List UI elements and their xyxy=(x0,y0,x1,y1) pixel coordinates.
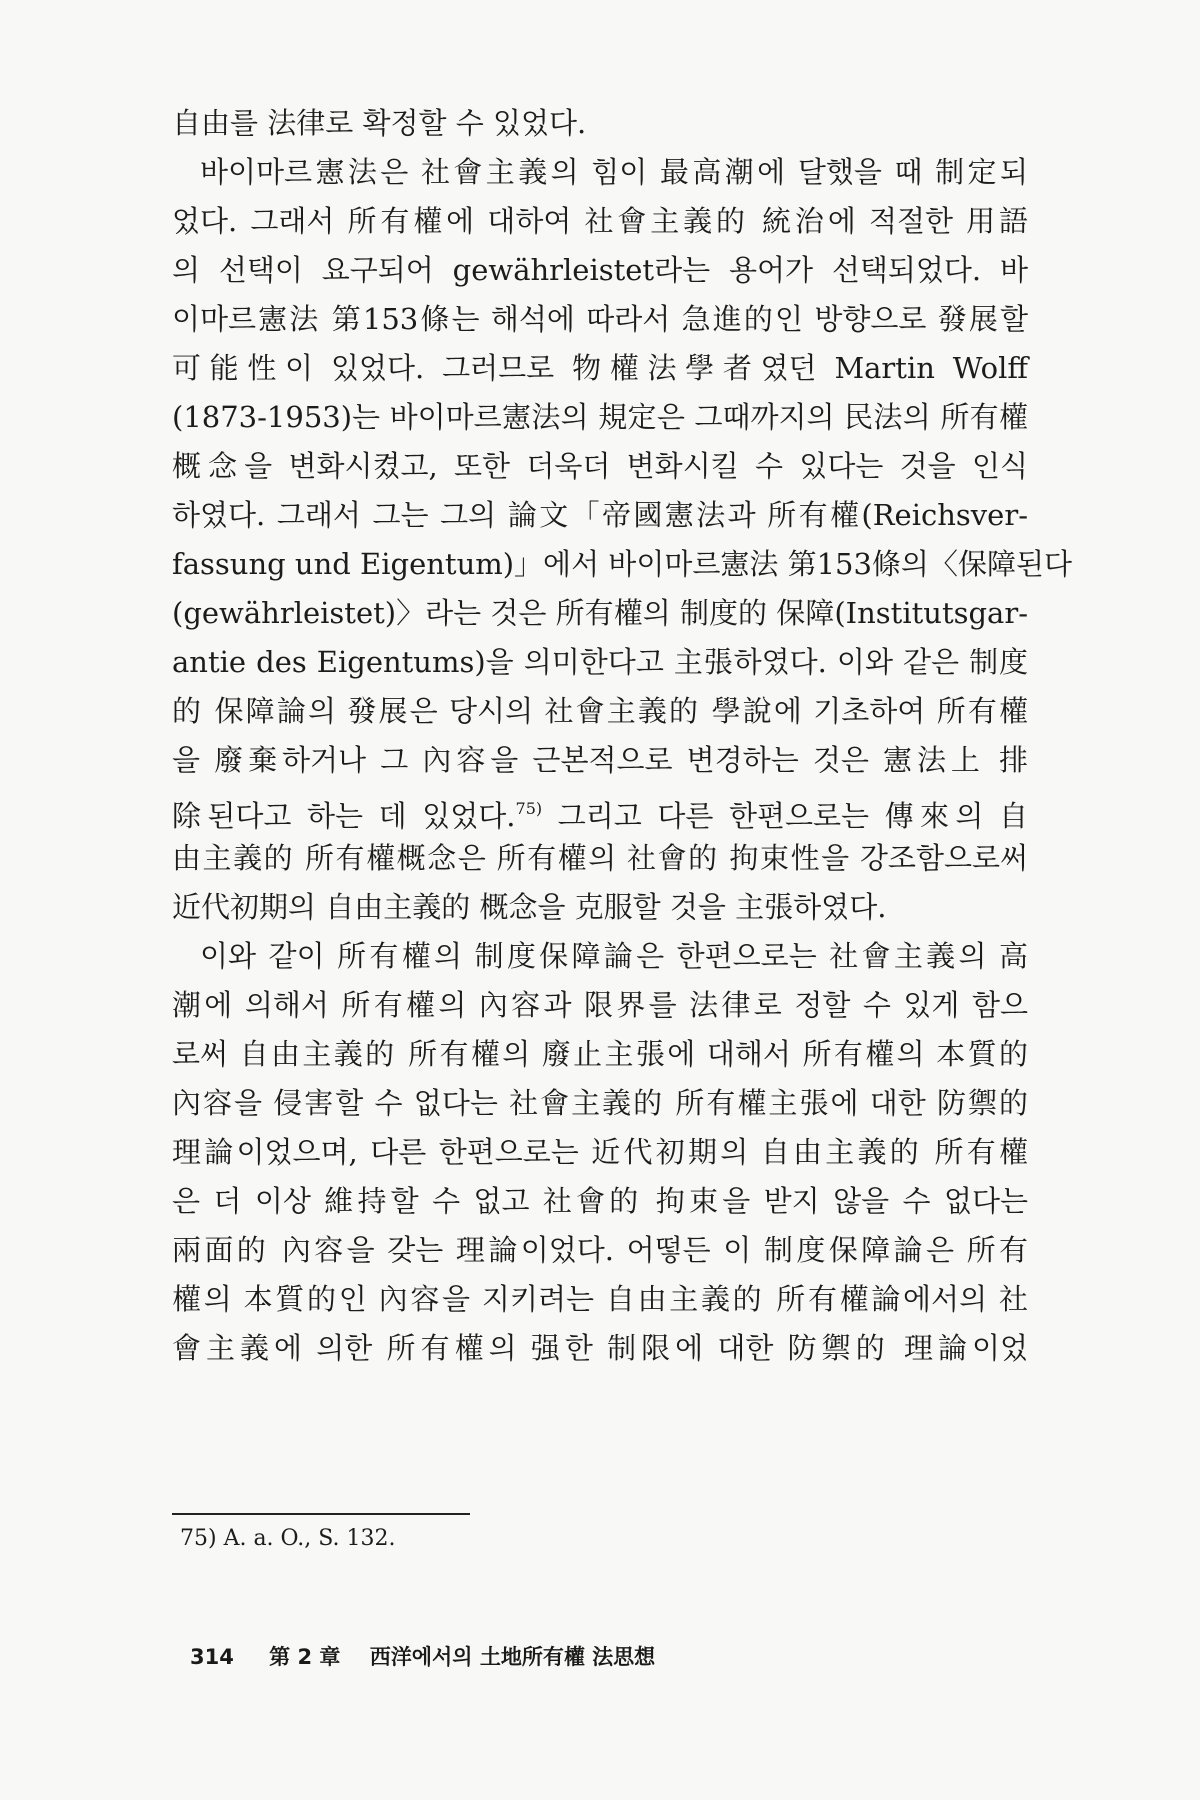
text-segment: 그리고 다른 한편으로는 傳來의 自 xyxy=(557,799,1029,833)
text-line: 潮에 의해서 所有權의 內容과 限界를 法律로 정할 수 있게 함으 xyxy=(172,988,1028,1022)
footnote-divider xyxy=(172,1513,470,1515)
text-line: 近代初期의 自由主義的 概念을 克服할 것을 主張하였다. xyxy=(172,890,887,924)
text-line: 이마르憲法 第153條는 해석에 따라서 急進的인 방향으로 發展할 xyxy=(172,302,1028,336)
text-line: 로써 自由主義的 所有權의 廢止主張에 대해서 所有權의 本質的 xyxy=(172,1037,1028,1071)
text-line: 概念을 변화시켰고, 또한 더욱더 변화시킬 수 있다는 것을 인식 xyxy=(172,449,1028,483)
text-line: 由主義的 所有權概念은 所有權의 社會的 拘束性을 강조함으로써 xyxy=(172,841,1028,875)
chapter-title: 西洋에서의 土地所有權 法思想 xyxy=(369,1645,656,1669)
text-line: 權의 本質的인 內容을 지키려는 自由主義的 所有權論에서의 社 xyxy=(172,1282,1028,1316)
text-line: antie des Eigentums)을 의미한다고 主張하였다. 이와 같은 制度 xyxy=(172,645,1028,679)
text-line: 을 廢棄하거나 그 內容을 근본적으로 변경하는 것은 憲法上 排 xyxy=(172,743,1028,777)
paragraph-line: 바이마르憲法은 社會主義의 힘이 最高潮에 달했을 때 制定되 xyxy=(200,155,1028,189)
text-line: 의 선택이 요구되어 gewährleistet라는 용어가 선택되었다. 바 xyxy=(172,253,1028,287)
text-line: 었다. 그래서 所有權에 대하여 社會主義的 統治에 적절한 用語 xyxy=(172,204,1028,238)
text-line: 理論이었으며, 다른 한편으로는 近代初期의 自由主義的 所有權 xyxy=(172,1135,1028,1169)
text-line: 會主義에 의한 所有權의 强한 制限에 대한 防禦的 理論이었 xyxy=(172,1331,1028,1365)
footnote-reference[interactable]: 75) xyxy=(515,799,543,818)
text-line: fassung und Eigentum)」에서 바이마르憲法 第153條의〈保障된다 xyxy=(172,547,1072,581)
text-line: 可能性이 있었다. 그러므로 物權法學者였던 Martin Wolff xyxy=(172,351,1028,385)
text-segment: 除된다고 하는 데 있었다. xyxy=(172,799,516,833)
chapter-label: 第 2 章 xyxy=(269,1645,341,1669)
text-line: 하였다. 그래서 그는 그의 論文「帝國憲法과 所有權(Reichsver- xyxy=(172,498,1028,532)
text-line: 內容을 侵害할 수 없다는 社會主義的 所有權主張에 대한 防禦的 xyxy=(172,1086,1028,1120)
text-line: 은 더 이상 維持할 수 없고 社會的 拘束을 받지 않을 수 없다는 xyxy=(172,1184,1028,1218)
paragraph-line: 이와 같이 所有權의 制度保障論은 한편으로는 社會主義의 高 xyxy=(200,939,1028,973)
text-line: 的 保障論의 發展은 당시의 社會主義的 學說에 기초하여 所有權 xyxy=(172,694,1028,728)
text-line: (1873-1953)는 바이마르憲法의 規定은 그때까지의 民法의 所有權 xyxy=(172,400,1028,434)
footnote: 75) A. a. O., S. 132. xyxy=(180,1526,396,1551)
running-footer xyxy=(190,1641,655,1671)
text-line xyxy=(172,784,1028,834)
text-line: 兩面的 內容을 갖는 理論이었다. 어떻든 이 制度保障論은 所有 xyxy=(172,1233,1028,1267)
page-number: 314 xyxy=(190,1645,234,1669)
text-line: 自由를 法律로 확정할 수 있었다. xyxy=(172,106,587,140)
text-line: (gewährleistet)〉라는 것은 所有權의 制度的 保障(Institutsgar- xyxy=(172,596,1028,630)
